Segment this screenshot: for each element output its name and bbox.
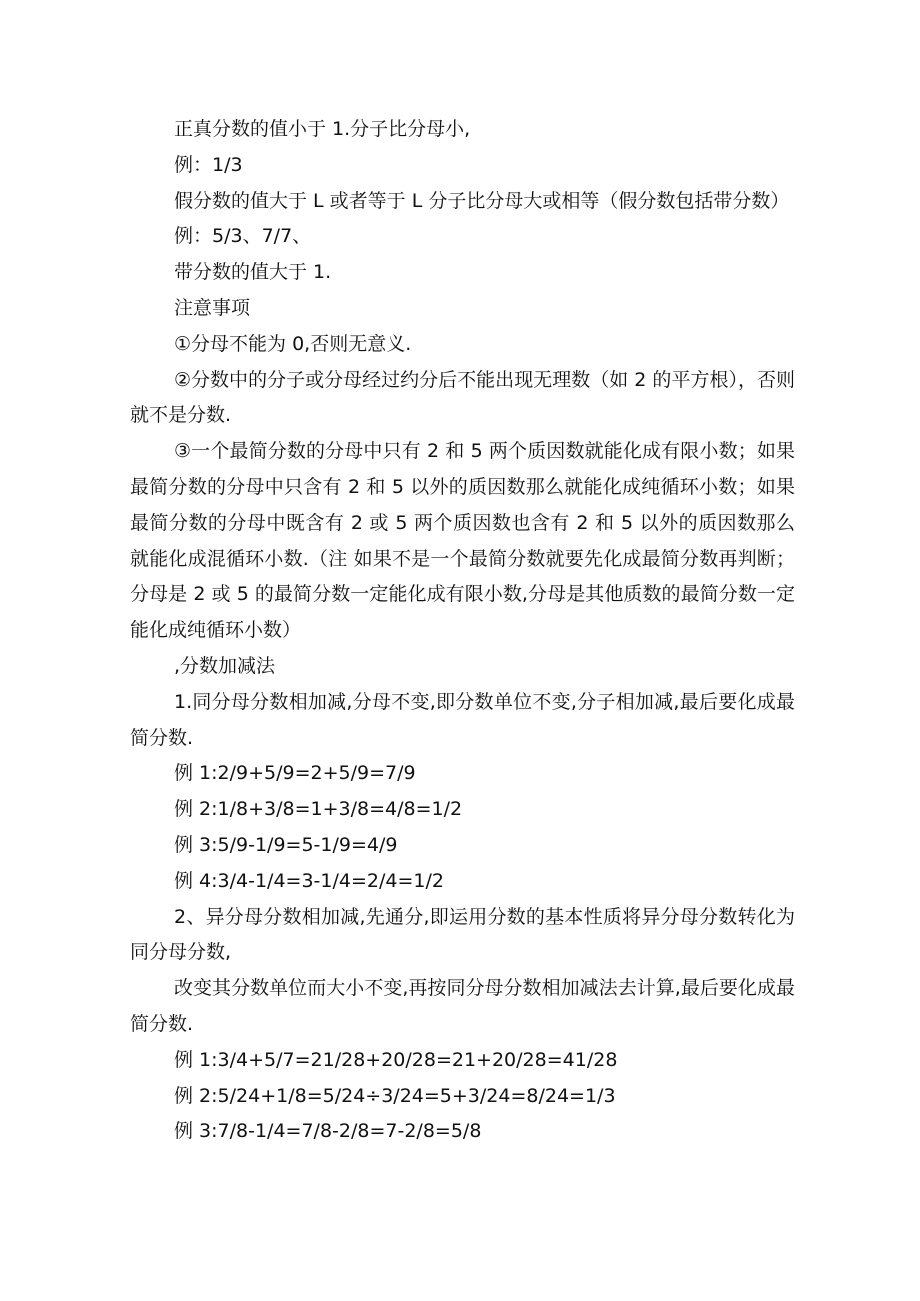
paragraph-example: 例 4:3/4-1/4=3-1/4=2/4=1/2: [174, 869, 444, 892]
paragraph-different-denominator-continued: 改变其分数单位而大小不变,再按同分母分数相加减法去计算,最后要化成最简分数.: [130, 977, 795, 1035]
section-heading-addition-subtraction: ,分数加减法: [174, 654, 276, 677]
paragraph-example: 例 2:5/24+1/8=5/24÷3/24=5+3/24=8/24=1/3: [174, 1084, 616, 1107]
paragraph-mixed-number: 带分数的值大于 1.: [174, 261, 332, 284]
paragraph-example: 例：1/3: [174, 153, 243, 176]
paragraph-example: 例：5/3、7/7、: [174, 225, 312, 248]
paragraph-improper-fraction: 假分数的值大于 L 或者等于 L 分子比分母大或相等（假分数包括带分数）: [174, 189, 790, 212]
paragraph-example: 例 3:5/9-1/9=5-1/9=4/9: [174, 833, 398, 856]
paragraph-proper-fraction: 正真分数的值小于 1.分子比分母小,: [174, 118, 471, 140]
paragraph-example: 例 2:1/8+3/8=1+3/8=4/8=1/2: [174, 798, 463, 821]
paragraph-example: 例 1:3/4+5/7=21/28+20/28=21+20/28=41/28: [174, 1048, 618, 1071]
paragraph-note-1: ①分母不能为 0,否则无意义.: [174, 332, 412, 355]
paragraph-note-3: ③一个最简分数的分母中只有 2 和 5 两个质因数就能化成有限小数；如果最简分数的分母中只含有 2 和 5 以外的质因数那么就能化成纯循环小数；如果最简分数的分母中既含有 2 或 5 两个质因数也含有 2 和 5 以外的质因数那么就能化成混循环小数.（注 如果不是一个最简分数就要先化成最简分数再判断；分母是 2 或 5 的最简分数一定能化成有限小数,分母是其他质数的最简分数一定能化成纯循环小数）: [130, 440, 795, 642]
paragraph-example: 例 1:2/9+5/9=2+5/9=7/9: [174, 762, 416, 785]
paragraph-example: 例 3:7/8-1/4=7/8-2/8=7-2/8=5/8: [174, 1120, 482, 1143]
paragraph-same-denominator-rule: 1.同分母分数相加减,分母不变,即分数单位不变,分子相加减,最后要化成最简分数.: [130, 690, 795, 749]
document-body: [130, 112, 795, 1150]
paragraph-note-2: ②分数中的分子或分母经过约分后不能出现无理数（如 2 的平方根），否则就不是分数.: [130, 368, 795, 427]
section-heading-notes: 注意事项: [174, 296, 251, 319]
paragraph-different-denominator-rule: 2、异分母分数相加减,先通分,即运用分数的基本性质将异分母分数转化为同分母分数,: [130, 905, 795, 964]
